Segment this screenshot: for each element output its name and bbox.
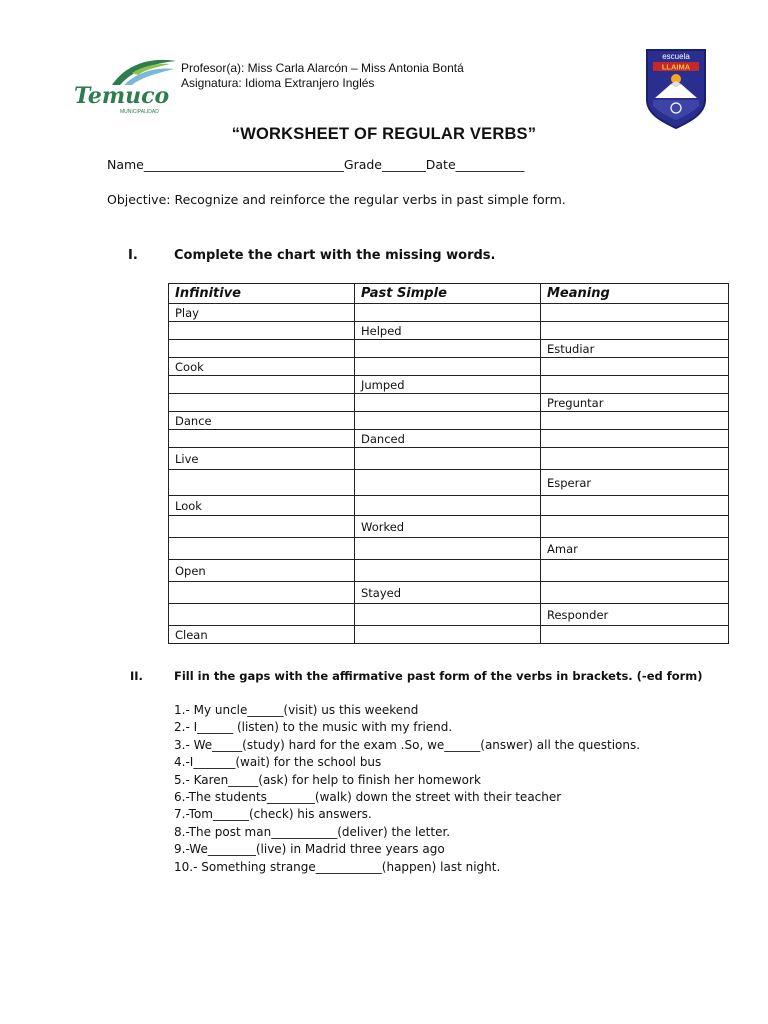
cell-past-simple[interactable] [355, 470, 541, 496]
cell-meaning: Preguntar [541, 394, 729, 412]
cell-past-simple[interactable] [355, 304, 541, 322]
sentence-item[interactable]: 3.- We_____(study) hard for the exam .So, we______(answer) all the questions. [174, 737, 641, 752]
cell-past-simple[interactable] [355, 448, 541, 470]
cell-past-simple[interactable] [355, 496, 541, 516]
cell-meaning[interactable] [541, 496, 729, 516]
cell-meaning[interactable] [541, 430, 729, 448]
sentence-item[interactable]: 6.-The students________(walk) down the street with their teacher [174, 789, 562, 804]
cell-infinitive[interactable] [169, 376, 355, 394]
logo-subtext: MUNICIPALIDAD [120, 109, 159, 115]
grade-label: Grade [343, 157, 383, 172]
cell-infinitive[interactable] [169, 582, 355, 604]
header-info [181, 61, 464, 91]
chart-row [169, 560, 729, 582]
cell-past-simple: Worked [355, 516, 541, 538]
cell-past-simple[interactable] [355, 604, 541, 626]
chart-row [169, 516, 729, 538]
sentence-item[interactable]: 7.-Tom______(check) his answers. [174, 807, 372, 822]
cell-meaning[interactable] [541, 304, 729, 322]
cell-infinitive: Dance [169, 412, 355, 430]
chart-row [169, 626, 729, 644]
cell-meaning[interactable] [541, 376, 729, 394]
subject-line: Asignatura: Idioma Extranjero Inglés [181, 76, 375, 90]
chart-row [169, 304, 729, 322]
logo-wordmark: Temuco [74, 83, 170, 109]
cell-meaning: Responder [541, 604, 729, 626]
verbs-chart [168, 283, 729, 644]
cell-infinitive: Live [169, 448, 355, 470]
cell-past-simple: Jumped [355, 376, 541, 394]
cell-infinitive: Play [169, 304, 355, 322]
sentence-item[interactable]: 9.-We________(live) in Madrid three years ago [174, 842, 445, 857]
cell-infinitive[interactable] [169, 538, 355, 560]
chart-row [169, 604, 729, 626]
chart-row [169, 496, 729, 516]
cell-past-simple[interactable] [355, 412, 541, 430]
sentence-item[interactable]: 4.-I_______(wait) for the school bus [174, 755, 382, 770]
temuco-logo [72, 55, 177, 117]
section-2-number: II. [130, 669, 143, 683]
chart-row [169, 448, 729, 470]
name-field[interactable]: ________________________________ [143, 157, 344, 172]
cell-infinitive: Open [169, 560, 355, 582]
section-1-number: I. [128, 248, 138, 263]
cell-past-simple[interactable] [355, 626, 541, 644]
grade-field[interactable]: _______ [382, 157, 426, 172]
cell-infinitive[interactable] [169, 470, 355, 496]
chart-row [169, 322, 729, 340]
objective-text: Objective: Recognize and reinforce the regular verbs in past simple form. [107, 192, 566, 207]
column-header-meaning: Meaning [541, 284, 729, 304]
cell-meaning: Estudiar [541, 340, 729, 358]
cell-infinitive: Look [169, 496, 355, 516]
cell-infinitive[interactable] [169, 340, 355, 358]
cell-past-simple[interactable] [355, 538, 541, 560]
cell-infinitive: Cook [169, 358, 355, 376]
crest-name: LLAIMA [661, 62, 691, 72]
chart-row [169, 582, 729, 604]
cell-infinitive[interactable] [169, 322, 355, 340]
cell-past-simple[interactable] [355, 340, 541, 358]
cell-infinitive[interactable] [169, 516, 355, 538]
cell-meaning: Esperar [541, 470, 729, 496]
cell-past-simple[interactable] [355, 394, 541, 412]
cell-infinitive[interactable] [169, 604, 355, 626]
school-crest [645, 48, 707, 130]
chart-row [169, 394, 729, 412]
cell-past-simple: Stayed [355, 582, 541, 604]
date-label: Date [425, 157, 456, 172]
leaf-swoosh-icon [112, 60, 176, 85]
sentence-item[interactable]: 5.- Karen_____(ask) for help to finish her homework [174, 772, 481, 787]
cell-meaning[interactable] [541, 448, 729, 470]
cell-meaning[interactable] [541, 582, 729, 604]
column-header-infinitive: Infinitive [169, 284, 355, 304]
sentence-item[interactable]: 8.-The post man___________(deliver) the letter. [174, 824, 451, 839]
cell-past-simple: Danced [355, 430, 541, 448]
cell-infinitive[interactable] [169, 430, 355, 448]
cell-meaning[interactable] [541, 358, 729, 376]
chart-row [169, 412, 729, 430]
chart-row [169, 358, 729, 376]
gap-fill-sentences [174, 702, 640, 876]
sentence-item[interactable]: 1.- My uncle______(visit) us this weekend [174, 703, 419, 717]
column-header-past-simple: Past Simple [355, 284, 541, 304]
chart-row [169, 470, 729, 496]
teacher-line: Profesor(a): Miss Carla Alarcón – Miss Antonia Bontá [181, 61, 464, 75]
chart-row [169, 430, 729, 448]
cell-past-simple: Helped [355, 322, 541, 340]
sentence-item[interactable]: 10.- Something strange___________(happen) last night. [174, 859, 501, 874]
cell-meaning: Amar [541, 538, 729, 560]
chart-row [169, 340, 729, 358]
chart-header-row [169, 284, 729, 304]
cell-meaning[interactable] [541, 560, 729, 582]
student-info-line [107, 157, 524, 172]
sentence-item[interactable]: 2.- I______ (listen) to the music with my friend. [174, 720, 453, 735]
chart-row [169, 538, 729, 560]
cell-meaning[interactable] [541, 516, 729, 538]
date-field[interactable]: ___________ [455, 157, 525, 172]
cell-meaning[interactable] [541, 322, 729, 340]
cell-meaning[interactable] [541, 626, 729, 644]
cell-past-simple[interactable] [355, 560, 541, 582]
section-1-instruction: Complete the chart with the missing words. [174, 248, 496, 263]
cell-infinitive: Clean [169, 626, 355, 644]
section-2-instruction: Fill in the gaps with the affirmative past form of the verbs in brackets. (-ed form) [174, 669, 703, 683]
worksheet-title: “WORKSHEET OF REGULAR VERBS” [231, 125, 537, 143]
chart-row [169, 376, 729, 394]
crest-top-text: escuela [662, 52, 690, 61]
name-label: Name [107, 157, 144, 172]
cell-past-simple[interactable] [355, 358, 541, 376]
cell-meaning[interactable] [541, 412, 729, 430]
cell-infinitive[interactable] [169, 394, 355, 412]
